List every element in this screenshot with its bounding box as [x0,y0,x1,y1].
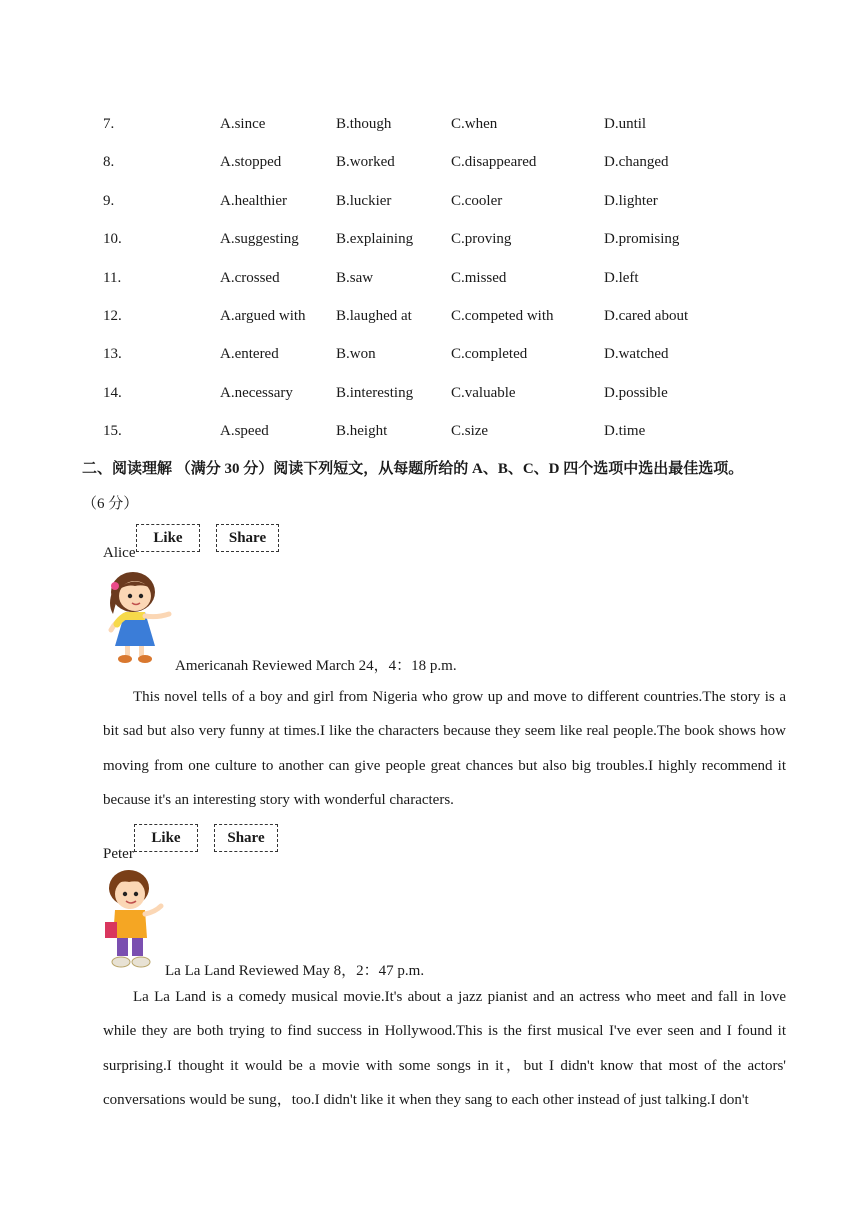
option-c: C.proving [451,231,512,247]
option-a: A.necessary [220,385,293,401]
option-row [0,193,868,217]
section-title: 二、阅读理解 （满分 30 分）阅读下列短文，从每题所给的 A、B、C、D 四个选项中选出最佳选项。 [82,461,744,477]
like-button[interactable]: Like [136,524,200,552]
option-b: B.saw [336,270,374,286]
review-header: La La Land Reviewed May 8，2：47 p.m. [165,963,425,979]
option-a: A.crossed [220,270,280,286]
option-a: A.speed [220,423,269,439]
question-number: 14. [103,385,122,401]
question-number: 9. [103,193,115,209]
option-d: D.promising [604,231,680,247]
option-d: D.cared about [604,308,689,324]
option-row [0,423,868,447]
option-row [0,308,868,332]
option-c: C.cooler [451,193,503,209]
question-number: 10. [103,231,122,247]
share-button[interactable]: Share [216,524,279,552]
question-number: 13. [103,346,122,362]
option-row [0,231,868,255]
option-b: B.height [336,423,388,439]
like-button[interactable]: Like [134,824,198,852]
option-row [0,270,868,294]
option-b: B.explaining [336,231,414,247]
option-b: B.laughed at [336,308,412,324]
option-a: A.healthier [220,193,288,209]
option-c: C.missed [451,270,507,286]
option-d: D.until [604,116,647,132]
question-number: 15. [103,423,122,439]
reviewer-name: Peter [103,846,134,862]
reviewer-name: Alice [103,545,136,561]
option-d: D.lighter [604,193,658,209]
question-number: 7. [103,116,115,132]
option-c: C.competed with [451,308,554,324]
option-c: C.when [451,116,498,132]
option-d: D.watched [604,346,669,362]
question-number: 8. [103,154,115,170]
option-b: B.though [336,116,392,132]
share-button[interactable]: Share [214,824,278,852]
option-c: C.valuable [451,385,516,401]
girl-avatar-icon [103,570,177,666]
option-b: B.interesting [336,385,414,401]
option-row [0,385,868,409]
boy-avatar-icon [103,868,167,972]
option-c: C.completed [451,346,528,362]
option-a: A.argued with [220,308,306,324]
option-d: D.left [604,270,639,286]
option-c: C.size [451,423,489,439]
review-body: La La Land is a comedy musical movie.It's about a jazz pianist and an actress who meet and fall in love while they are both trying to find success in Hollywood.This is the first musical I've ever seen and I found it surprising.I thought it would be a movie with some songs in it，but I didn't know that most of the actors' conversations would be sung，too.I didn't like it when they sang to each other instead of just talking.I don't [103,989,786,1108]
question-number: 12. [103,308,122,324]
option-row [0,346,868,370]
option-a: A.since [220,116,266,132]
option-b: B.won [336,346,376,362]
option-b: B.luckier [336,193,392,209]
option-row [0,116,868,140]
option-a: A.stopped [220,154,282,170]
option-d: D.changed [604,154,669,170]
option-a: A.entered [220,346,279,362]
section-score: （6 分） [82,496,139,512]
option-b: B.worked [336,154,395,170]
option-d: D.possible [604,385,668,401]
review-header: Americanah Reviewed March 24，4：18 p.m. [175,658,457,674]
option-row [0,154,868,178]
option-c: C.disappeared [451,154,537,170]
option-a: A.suggesting [220,231,299,247]
question-number: 11. [103,270,122,286]
option-d: D.time [604,423,646,439]
review-body: This novel tells of a boy and girl from Nigeria who grow up and move to different countries.The story is a bit sad but also very funny at times.I like the characters because they seem like real people.The book shows how moving from one culture to another can give people great chances but also big troubles.I highly recommend it because it's an interesting story with wonderful characters. [103,689,786,808]
